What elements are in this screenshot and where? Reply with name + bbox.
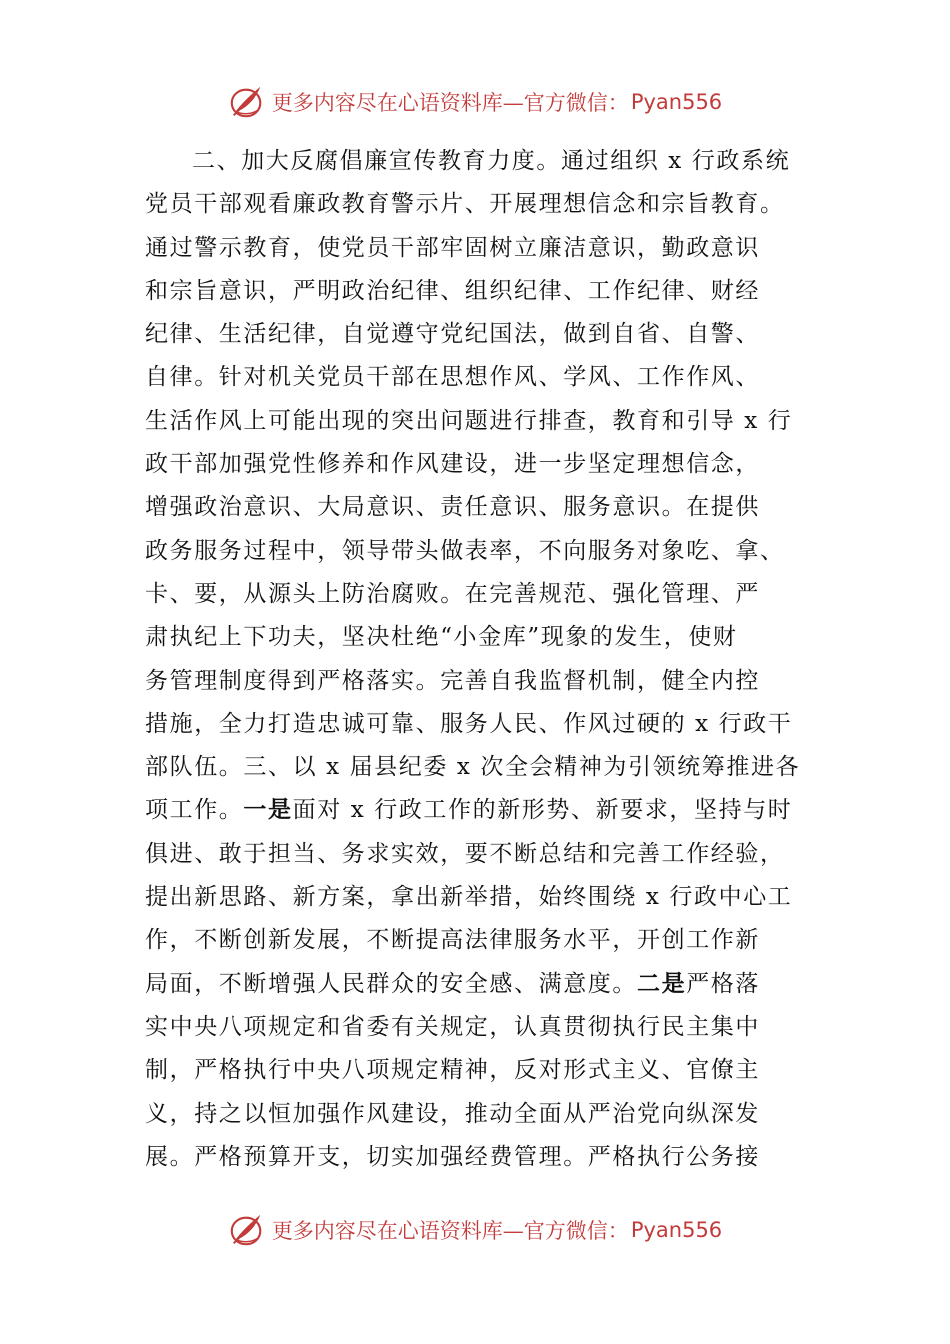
text-line: 纪律、生活纪律，自觉遵守党纪国法，做到自省、自警、 <box>145 321 760 348</box>
footer-banner-text: 更多内容尽在心语资料库—官方微信： <box>271 1219 629 1243</box>
text-line: 措施，全力打造忠诚可靠、服务人民、作风过硬的 x 行政干 <box>145 710 793 737</box>
text-segment: 严格落 <box>686 970 761 997</box>
text-line: 政干部加强党性修养和作风建设，进一步坚定理想信念， <box>145 451 760 478</box>
text-line: 展。严格预算开支，切实加强经费管理。严格执行公务接 <box>145 1143 760 1170</box>
text-line: 和宗旨意识，严明政治纪律、组织纪律、工作纪律、财经 <box>145 277 760 304</box>
footer-banner <box>0 1208 950 1252</box>
header-banner <box>0 80 950 124</box>
quill-pen-logo-icon <box>228 83 266 121</box>
text-line: 作，不断创新发展，不断提高法律服务水平，开创工作新 <box>145 927 760 954</box>
text-line: 自律。针对机关党员干部在思想作风、学风、工作作风、 <box>145 364 760 391</box>
text-line: 部队伍。三、以 x 届县纪委 x 次全会精神为引领统筹推进各 <box>145 754 801 781</box>
text-segment: 局面，不断增强人民群众的安全感、满意度。 <box>145 970 637 997</box>
document-body <box>145 140 805 1179</box>
footer-wechat-id: Pyan556 <box>630 1218 723 1242</box>
text-line <box>145 789 805 832</box>
text-line: 二、加大反腐倡廉宣传教育力度。通过组织 x 行政系统 <box>192 148 791 174</box>
text-segment: 面对 x 行政工作的新形势、新要求，坚持与时 <box>292 797 793 824</box>
text-line: 实中央八项规定和省委有关规定，认真贯彻执行民主集中 <box>145 1013 760 1040</box>
text-line: 义，持之以恒加强作风建设，推动全面从严治党向纵深发 <box>145 1100 760 1127</box>
text-line: 生活作风上可能出现的突出问题进行排查，教育和引导 x 行 <box>145 407 793 434</box>
text-line: 俱进、敢于担当、务求实效，要不断总结和完善工作经验， <box>145 840 785 867</box>
bold-marker: 一是 <box>243 797 293 824</box>
text-line: 增强政治意识、大局意识、责任意识、服务意识。在提供 <box>145 494 760 521</box>
quill-pen-logo-icon <box>228 1211 266 1249</box>
text-line: 制，严格执行中央八项规定精神，反对形式主义、官僚主 <box>145 1057 760 1084</box>
text-line: 务管理制度得到严格落实。完善自我监督机制，健全内控 <box>145 667 760 694</box>
text-line: 政务服务过程中，领导带头做表率，不向服务对象吃、拿、 <box>145 537 785 564</box>
text-line: 提出新思路、新方案，拿出新举措，始终围绕 x 行政中心工 <box>145 884 793 911</box>
header-banner-text: 更多内容尽在心语资料库—官方微信： <box>271 91 629 115</box>
text-segment: 项工作。 <box>145 797 244 824</box>
header-wechat-id: Pyan556 <box>630 90 723 114</box>
bold-marker: 二是 <box>637 970 687 997</box>
text-line: 卡、要，从源头上防治腐败。在完善规范、强化管理、严 <box>145 580 760 607</box>
text-line: 肃执纪上下功夫，坚决杜绝“小金库”现象的发生，使财 <box>145 624 738 651</box>
text-line: 党员干部观看廉政教育警示片、开展理想信念和宗旨教育。 <box>145 191 785 218</box>
text-line: 通过警示教育，使党员干部牢固树立廉洁意识，勤政意识 <box>145 234 760 261</box>
text-line <box>145 963 805 1006</box>
